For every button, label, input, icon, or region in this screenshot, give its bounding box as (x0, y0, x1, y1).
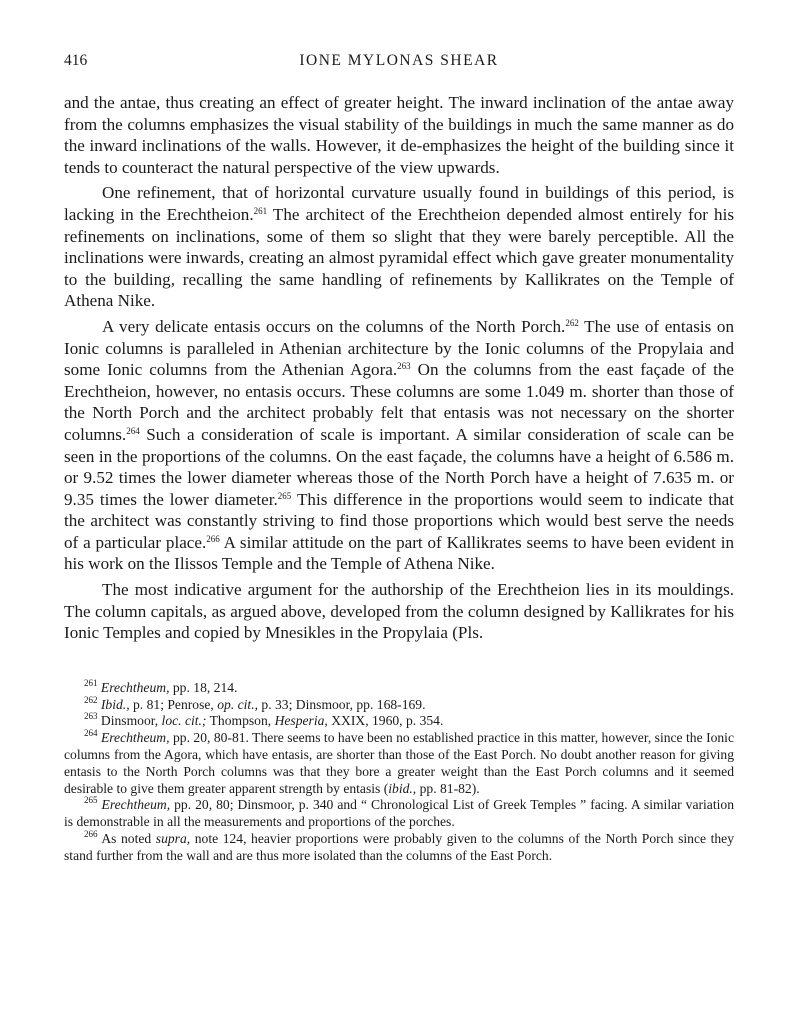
page-number: 416 (64, 52, 88, 69)
text-run: Dinsmoor, (100, 713, 162, 729)
text-run: This difference in the proportions would seem to indicate that the architect was constantly striving to find those proportions which would best serve the needs of a particular place. (64, 489, 734, 552)
footnote-ref: 265 (277, 490, 292, 501)
paragraph (64, 182, 734, 312)
paragraph (64, 579, 734, 644)
text-run: p. 33; Dinsmoor, pp. 168-169. (258, 696, 426, 712)
footnote (64, 713, 734, 730)
italic-text: op. cit., (217, 696, 258, 712)
text-run: The most indicative argument for the authorship of the Erechtheion lies in its mouldings. The column capitals, as argued above, developed from the column designed by Kallikrates for his Ionic Temples and copied by Mnesikles in the Propylaia (Pls. (64, 580, 734, 643)
body-text (64, 92, 734, 644)
italic-text: loc. cit.; (161, 713, 207, 729)
italic-text: Ibid., (100, 696, 130, 712)
text-run: A similar attitude on the part of Kallikrates seems to have been evident in his work on the Ilissos Temple and the Temple of Athena Nike. (64, 532, 734, 574)
paragraph (64, 316, 734, 575)
text-run: pp. 20, 80; Dinsmoor, p. 340 and “ Chronological List of Greek Temples ” facing. A similar variation is demonstrable in all the measurements and proportions of the porches. (64, 797, 734, 830)
footnote (64, 694, 734, 714)
text-run: XXIX, 1960, p. 354. (327, 713, 444, 729)
text-run: A very delicate entasis occurs on the columns of the North Porch. (102, 316, 566, 336)
footnote (64, 831, 734, 865)
text-run: Such a consideration of scale is important. A similar consideration of scale can be seen in the proportions of the columns. On the east façade, the columns have a height of 6.586 m. or 9.52 times the lower diameter whereas those of the North Porch have a height of 7.635 m. or 9.35 times the lower diameter. (64, 424, 734, 509)
page (64, 44, 734, 865)
footnote-number: 265 (84, 795, 98, 806)
text-run: The use of entasis on Ionic columns is paralleled in Athenian architecture by the Ionic columns of the Propylaia and some Ionic columns from the Athenian Agora. (64, 316, 734, 380)
text-run: On the columns from the east façade of the Erechtheion, however, no entasis occurs. These columns are some 1.049 m. shorter than those of the North Porch and the architect probably felt that entasis was not necessary on the shorter columns. (64, 360, 734, 444)
footnote-number: 261 (84, 677, 98, 688)
italic-text: Erechtheum, (101, 797, 171, 813)
footnote-ref: 264 (126, 425, 140, 436)
footnote-ref: 266 (206, 533, 220, 544)
footnote (64, 677, 734, 697)
footnote-number: 264 (84, 728, 98, 739)
text-run: One refinement, that of horizontal curvature usually found in buildings of this period, is lacking in the Erechtheion. (64, 183, 734, 224)
footnote-ref: 261 (253, 205, 268, 216)
footnote-number: 263 (84, 711, 98, 722)
footnote-number: 266 (84, 829, 98, 840)
footnote (64, 797, 734, 831)
italic-text: ibid., (388, 780, 417, 796)
text-run: Thompson, (206, 713, 275, 729)
italic-text: Erechtheum, (100, 679, 170, 695)
running-header (64, 44, 734, 72)
text-run: p. 81; Penrose, (129, 696, 218, 712)
text-run: pp. 18, 214. (169, 679, 238, 695)
text-run: pp. 81-82). (416, 780, 480, 796)
paragraph (64, 92, 734, 178)
text-run: note 124, heavier proportions were probably given to the columns of the North Porch since they stand further from the wall and are thus more isolated than the columns of the East Porch. (64, 831, 734, 863)
text-run: The architect of the Erechtheion depended almost entirely for his refinements on inclinations, some of them so slight that they were barely perceptible. All the inclinations were inwards, creating an almost pyramidal effect which gave greater monumentality to the building, recalling the same handling of refinements by Kallikrates on the Temple of Athena Nike. (64, 204, 735, 311)
footnotes (64, 677, 734, 865)
footnote (64, 730, 734, 797)
italic-text: Hesperia, (274, 713, 328, 729)
italic-text: supra, (155, 831, 191, 847)
running-title: IONE MYLONAS SHEAR (299, 52, 499, 69)
italic-text: Erechtheum, (100, 730, 170, 746)
text-run: As noted (101, 831, 156, 847)
footnote-ref: 263 (397, 361, 411, 372)
footnote-number: 262 (84, 694, 98, 705)
text-run: and the antae, thus creating an effect of greater height. The inward inclination of the antae away from the columns emphasizes the visual stability of the buildings in much the same manner as do the inward inclinations of the walls. However, it de-emphasizes the height of the building since it tends to counteract the natural perspective of the view upwards. (64, 93, 734, 177)
footnote-ref: 262 (565, 317, 579, 328)
text-run: pp. 20, 80-81. There seems to have been no established practice in this matter, however, since the Ionic columns from the Agora, which have entasis, are shorter than those of the East Porch. No doubt another reason for giving entasis to the North Porch columns was that they bore a greater weight than the East Porch columns and it seemed desirable to give them greater apparent strength by entasis ( (64, 730, 734, 796)
